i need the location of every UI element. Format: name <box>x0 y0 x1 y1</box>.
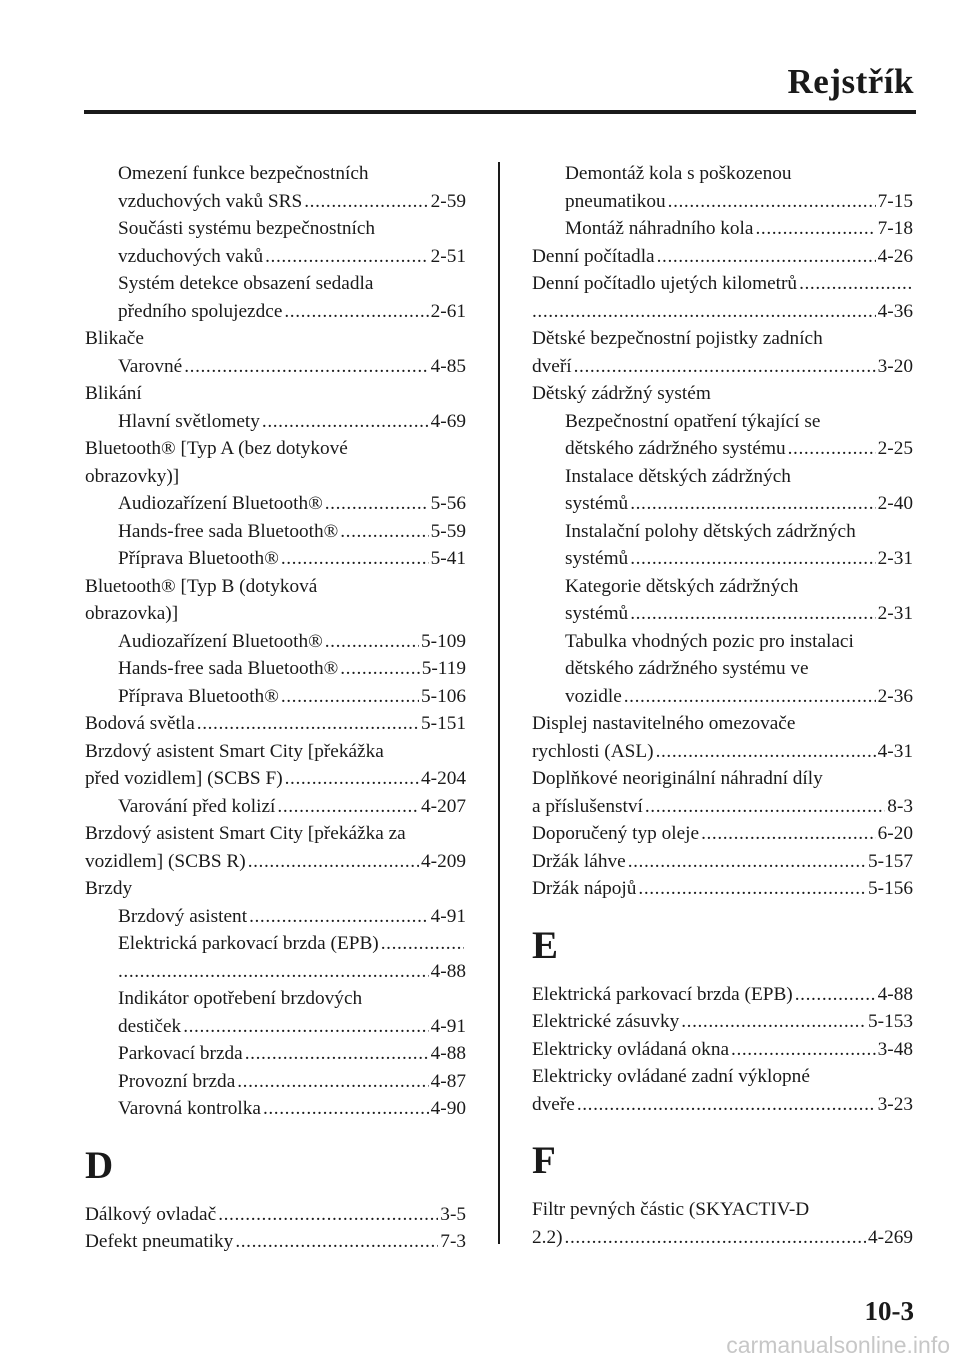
page-reference: 4-31 <box>877 740 913 762</box>
entry-text: Bluetooth® [Typ A (bez dotykové <box>85 438 348 459</box>
entry-text: Displej nastavitelného omezovače <box>532 713 796 734</box>
entry-text: vzduchových vaků SRS <box>118 190 303 212</box>
page-reference: 5-106 <box>421 685 466 707</box>
entry-text: Varování před kolizí <box>118 795 276 817</box>
index-subentry <box>85 958 466 986</box>
entry-text: Defekt pneumatiky <box>85 1231 234 1252</box>
index-subentry <box>85 408 466 436</box>
entry-text: Příprava Bluetooth® <box>118 548 279 569</box>
index-entry <box>85 848 466 876</box>
index-entry <box>532 270 913 298</box>
page-reference: 2-31 <box>877 548 913 569</box>
entry-text: systémů <box>565 493 629 514</box>
entry-text: Instalace dětských zádržných <box>565 465 791 487</box>
dot-leader <box>183 1013 428 1041</box>
page-reference: 2-36 <box>877 685 913 707</box>
entry-text: a příslušenství <box>532 795 643 817</box>
entry-text: 2.2) <box>532 1226 563 1248</box>
entry-text: systémů <box>565 603 629 624</box>
dot-leader <box>577 1091 876 1119</box>
index-subentry <box>532 215 913 243</box>
section-letter: E <box>532 923 559 967</box>
index-subentry <box>532 188 913 216</box>
index-subentry <box>532 160 913 188</box>
dot-leader <box>249 903 429 931</box>
page-reference: 4-85 <box>430 355 466 377</box>
dot-leader <box>284 298 428 326</box>
entry-text: Blikače <box>85 328 144 349</box>
entry-text: Varovná kontrolka <box>118 1098 261 1119</box>
index-subentry <box>85 188 466 216</box>
index-subentry <box>532 683 913 711</box>
index-subentry <box>532 573 913 601</box>
dot-leader <box>701 820 876 848</box>
entry-text: Doporučený typ oleje <box>532 823 700 844</box>
index-subentry <box>85 160 466 188</box>
dot-leader <box>381 930 464 958</box>
index-subentry <box>85 1040 466 1068</box>
entry-text: Elektricky ovládaná okna <box>532 1038 730 1060</box>
entry-text: Denní počítadlo ujetých kilometrů <box>532 273 798 294</box>
entry-text: Bluetooth® [Typ B (dotyková <box>85 575 318 597</box>
page-reference: 4-88 <box>877 983 913 1005</box>
entry-text: Filtr pevných částic (SKYACTIV-D <box>532 1199 810 1220</box>
entry-text: rychlosti (ASL) <box>532 740 654 762</box>
page-reference: 4-207 <box>421 795 466 817</box>
entry-text: Audiozařízení Bluetooth® <box>118 630 323 652</box>
index-subentry <box>532 655 913 683</box>
section-letter: F <box>532 1139 556 1182</box>
entry-text: Elektrická parkovací brzda (EPB) <box>118 933 379 954</box>
page-reference: 5-156 <box>868 878 913 899</box>
index-entry <box>532 793 913 821</box>
dot-leader <box>630 600 875 628</box>
page-reference: 3-23 <box>877 1093 913 1115</box>
dot-leader <box>628 848 866 876</box>
index-subentry <box>85 353 466 381</box>
entry-text: Hlavní světlomety <box>118 410 260 432</box>
dot-leader <box>281 545 429 573</box>
index-subentry <box>532 600 913 628</box>
entry-text: Dálkový ovladač <box>85 1203 217 1225</box>
index-entry <box>532 380 913 408</box>
dot-leader <box>235 1228 438 1256</box>
index-subentry <box>85 655 466 683</box>
entry-text: dětského zádržného systému ve <box>565 658 809 679</box>
entry-text: Držák nápojů <box>532 878 637 899</box>
entry-text: Součásti systému bezpečnostních <box>118 218 376 239</box>
index-subentry <box>85 930 466 958</box>
index-column-left <box>85 160 466 1256</box>
entry-text: Tabulka vhodných pozic pro instalaci <box>565 630 854 652</box>
entry-text: Doplňkové neoriginální náhradní díly <box>532 768 823 789</box>
index-entry <box>532 1063 913 1091</box>
entry-text: Indikátor opotřebení brzdových <box>118 988 363 1009</box>
page-reference: 4-26 <box>877 245 913 267</box>
entry-text: Brzdový asistent <box>118 905 248 927</box>
dot-leader <box>237 1068 428 1096</box>
dot-leader <box>532 298 876 326</box>
index-entry <box>85 738 466 766</box>
index-entry <box>532 848 913 876</box>
page-reference: 3-5 <box>440 1203 466 1225</box>
page-reference: 4-204 <box>421 768 466 789</box>
index-subentry <box>85 903 466 931</box>
entry-text: Elektricky ovládané zadní výklopné <box>532 1066 810 1087</box>
index-subentry <box>532 490 913 518</box>
watermark: carmanualsonline.info <box>726 1332 950 1358</box>
index-subentry <box>532 435 913 463</box>
index-entry <box>532 325 913 353</box>
page-reference: 2-40 <box>877 493 913 514</box>
entry-text: před vozidlem] (SCBS F) <box>85 768 283 789</box>
page-reference: 5-153 <box>868 1011 913 1032</box>
page-reference: 7-18 <box>877 218 913 239</box>
page-number: 10-3 <box>864 1296 914 1326</box>
index-column-right <box>532 160 913 1251</box>
entry-text: Instalační polohy dětských zádržných <box>565 520 856 542</box>
index-entry <box>85 1228 466 1256</box>
page-reference: 2-51 <box>430 245 466 267</box>
index-subentry <box>85 1068 466 1096</box>
index-entry <box>532 298 913 326</box>
dot-leader <box>277 793 419 821</box>
index-entry <box>532 1196 913 1224</box>
page-reference: 2-61 <box>430 300 466 322</box>
entry-text: Příprava Bluetooth® <box>118 685 279 707</box>
page-reference: 3-48 <box>877 1038 913 1060</box>
dot-leader <box>755 215 875 243</box>
index-entry <box>532 981 913 1009</box>
index-subentry <box>85 490 466 518</box>
entry-text: dveře <box>532 1093 575 1115</box>
index-subentry <box>532 518 913 546</box>
page-reference: 4-269 <box>868 1226 913 1248</box>
index-subentry <box>85 1013 466 1041</box>
page-reference: 2-31 <box>877 603 913 624</box>
entry-text: vozidle <box>565 685 622 707</box>
entry-text: Dětské bezpečnostní pojistky zadních <box>532 328 823 349</box>
index-subentry <box>85 1095 466 1123</box>
dot-leader <box>325 628 419 656</box>
index-entry <box>85 1201 466 1229</box>
entry-text: Kategorie dětských zádržných <box>565 575 799 597</box>
index-entry <box>532 738 913 766</box>
index-entry <box>85 573 466 601</box>
entry-text: Dětský zádržný systém <box>532 383 711 404</box>
dot-leader <box>218 1201 438 1229</box>
index-entry <box>532 875 913 903</box>
page-reference: 4-209 <box>421 850 466 872</box>
entry-text: Systém detekce obsazení sedadla <box>118 273 374 294</box>
index-entry <box>85 710 466 738</box>
page-reference: 2-59 <box>430 190 466 212</box>
index-subentry <box>85 518 466 546</box>
entry-text: Blikání <box>85 383 142 404</box>
page-reference: 4-91 <box>430 1015 466 1037</box>
entry-text: Hands-free sada Bluetooth® <box>118 658 339 679</box>
entry-text: Brzdy <box>85 878 133 899</box>
page-reference: 7-3 <box>440 1231 466 1252</box>
index-subentry <box>85 985 466 1013</box>
page-reference: 5-109 <box>421 630 466 652</box>
dot-leader <box>184 353 428 381</box>
dot-leader <box>285 765 419 793</box>
dot-leader <box>118 958 429 986</box>
entry-text: Omezení funkce bezpečnostních <box>118 163 369 184</box>
dot-leader <box>340 518 428 546</box>
index-subentry <box>532 628 913 656</box>
index-entry <box>532 1224 913 1252</box>
page-reference: 5-41 <box>430 548 466 569</box>
entry-text: dětského zádržného systému <box>565 438 786 459</box>
index-entry <box>85 765 466 793</box>
page-reference: 2-25 <box>877 438 913 459</box>
dot-leader <box>799 270 911 298</box>
entry-text: Brzdový asistent Smart City [překážka <box>85 740 384 762</box>
page-reference: 5-59 <box>430 520 466 542</box>
index-entry <box>532 765 913 793</box>
entry-text: Elektrická parkovací brzda (EPB) <box>532 983 793 1005</box>
dot-leader <box>788 435 876 463</box>
index-subentry <box>532 545 913 573</box>
index-subentry <box>85 298 466 326</box>
index-entry <box>85 600 466 628</box>
dot-leader <box>731 1036 876 1064</box>
page-reference: 5-119 <box>421 658 466 679</box>
page-reference: 5-151 <box>421 713 466 734</box>
page-reference: 4-91 <box>430 905 466 927</box>
entry-text: systémů <box>565 548 629 569</box>
entry-text: Demontáž kola s poškozenou <box>565 163 792 184</box>
index-entry <box>85 875 466 903</box>
dot-leader <box>565 1224 866 1252</box>
index-subentry <box>85 243 466 271</box>
dot-leader <box>281 683 419 711</box>
page-reference: 4-88 <box>430 960 466 982</box>
entry-text: Držák láhve <box>532 850 626 872</box>
dot-leader <box>262 408 429 436</box>
index-subentry <box>85 683 466 711</box>
index-entry <box>532 710 913 738</box>
page-reference: 5-157 <box>868 850 913 872</box>
index-subentry <box>85 215 466 243</box>
column-divider <box>498 162 500 1244</box>
index-entry <box>85 820 466 848</box>
entry-text: Brzdový asistent Smart City [překážka za <box>85 823 406 844</box>
dot-leader <box>574 353 876 381</box>
dot-leader <box>624 683 876 711</box>
entry-text: vzduchových vaků <box>118 245 264 267</box>
dot-leader <box>263 1095 429 1123</box>
entry-text: Bodová světla <box>85 713 195 734</box>
entry-text: dveří <box>532 355 572 377</box>
dot-leader <box>248 848 419 876</box>
dot-leader <box>795 981 876 1009</box>
entry-text: Montáž náhradního kola <box>565 218 754 239</box>
page-reference: 4-88 <box>430 1043 466 1064</box>
entry-text: destiček <box>118 1015 182 1037</box>
index-entry <box>85 325 466 353</box>
index-subentry <box>532 408 913 436</box>
page-reference: 4-69 <box>430 410 466 432</box>
dot-leader <box>340 655 419 683</box>
page-reference: 4-87 <box>430 1070 466 1092</box>
index-entry <box>532 1036 913 1064</box>
index-entry <box>532 243 913 271</box>
index-entry <box>85 380 466 408</box>
page-title: Rejstřík <box>787 62 914 101</box>
dot-leader <box>325 490 429 518</box>
entry-text: Hands-free sada Bluetooth® <box>118 520 339 542</box>
dot-leader <box>630 490 875 518</box>
index-entry <box>532 820 913 848</box>
entry-text: Parkovací brzda <box>118 1043 243 1064</box>
dot-leader <box>668 188 876 216</box>
entry-text: předního spolujezdce <box>118 300 283 322</box>
dot-leader <box>265 243 429 271</box>
dot-leader <box>638 875 866 903</box>
index-entry <box>85 463 466 491</box>
entry-text: Varovné <box>118 355 183 377</box>
index-entry <box>532 1008 913 1036</box>
index-subentry <box>85 545 466 573</box>
index-subentry <box>85 270 466 298</box>
entry-text: Audiozařízení Bluetooth® <box>118 493 323 514</box>
entry-text: vozidlem] (SCBS R) <box>85 850 246 872</box>
entry-text: obrazovky)] <box>85 465 180 487</box>
dot-leader <box>304 188 428 216</box>
page-reference: 4-36 <box>877 300 913 322</box>
header-rule <box>84 110 916 114</box>
dot-leader <box>245 1040 429 1068</box>
entry-text: Elektrické zásuvky <box>532 1011 680 1032</box>
page-reference: 4-90 <box>430 1098 466 1119</box>
entry-text: obrazovka)] <box>85 603 179 624</box>
dot-leader <box>681 1008 866 1036</box>
page-reference: 5-56 <box>430 493 466 514</box>
entry-text: Bezpečnostní opatření týkající se <box>565 410 821 432</box>
index-subentry <box>532 463 913 491</box>
page-reference: 8-3 <box>887 795 913 817</box>
index-entry <box>532 1091 913 1119</box>
page-reference: 6-20 <box>877 823 913 844</box>
dot-leader <box>657 243 876 271</box>
entry-text: pneumatikou <box>565 190 666 212</box>
index-subentry <box>85 793 466 821</box>
dot-leader <box>630 545 875 573</box>
page-reference: 3-20 <box>877 355 913 377</box>
entry-text: Denní počítadla <box>532 245 655 267</box>
section-letter: D <box>85 1143 114 1187</box>
index-subentry <box>85 628 466 656</box>
dot-leader <box>645 793 885 821</box>
dot-leader <box>656 738 876 766</box>
page-reference: 7-15 <box>877 190 913 212</box>
entry-text: Provozní brzda <box>118 1070 236 1092</box>
dot-leader <box>197 710 419 738</box>
index-entry <box>85 435 466 463</box>
index-entry <box>532 353 913 381</box>
